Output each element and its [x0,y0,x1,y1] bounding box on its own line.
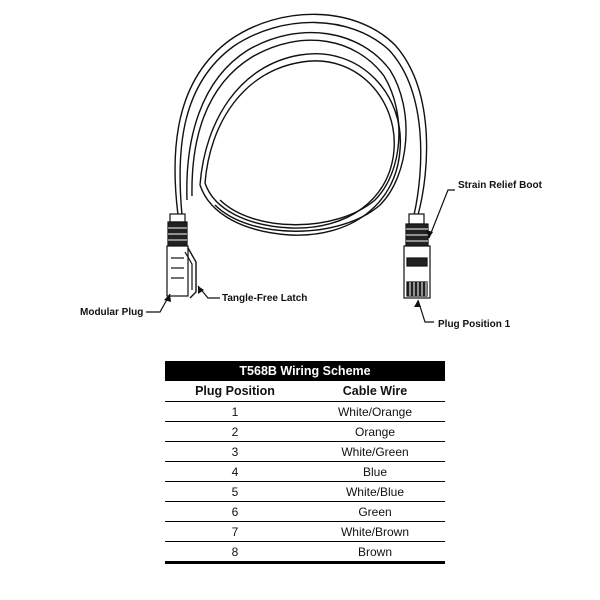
callout-tangle-free-latch: Tangle-Free Latch [222,293,308,304]
cable-wire-cell: Brown [305,542,445,563]
modular-plug-leader [146,294,170,312]
table-row [165,462,445,482]
table-row [165,502,445,522]
cable-coil [175,14,427,235]
cable-wire-cell: White/Green [305,442,445,462]
cable-wire-cell: Green [305,502,445,522]
plug-position-cell: 3 [165,442,305,462]
plug-position-leader [418,300,434,322]
left-connector [167,214,196,298]
table-row [165,482,445,502]
table-header-row [165,381,445,402]
plug-position-cell: 7 [165,522,305,542]
plug-position-cell: 5 [165,482,305,502]
cable-wire-cell: Orange [305,422,445,442]
table-title-row [165,361,445,381]
plug-position-cell: 1 [165,402,305,422]
wiring-scheme-table [165,361,445,564]
callout-modular-plug: Modular Plug [80,307,144,318]
cable-wire-cell: White/Brown [305,522,445,542]
column-header-cable-wire: Cable Wire [305,381,445,402]
right-connector [404,214,430,298]
table-title: T568B Wiring Scheme [165,361,445,381]
plug-position-cell: 2 [165,422,305,442]
plug-position-cell: 4 [165,462,305,482]
table-row [165,422,445,442]
table-row [165,442,445,462]
plug-position-cell: 6 [165,502,305,522]
column-header-plug-position: Plug Position [165,381,305,402]
plug-position-cell: 8 [165,542,305,563]
table-row [165,542,445,563]
callout-strain-relief-boot: Strain Relief Boot [458,180,542,191]
cable-wire-cell: White/Blue [305,482,445,502]
callout-plug-position-1: Plug Position 1 [438,319,511,330]
cable-wire-cell: Blue [305,462,445,482]
cable-wire-cell: White/Orange [305,402,445,422]
arrowhead-position [414,300,421,307]
table-row [165,522,445,542]
latch-leader [198,286,220,298]
strain-relief-leader [429,190,455,238]
table-row [165,402,445,422]
